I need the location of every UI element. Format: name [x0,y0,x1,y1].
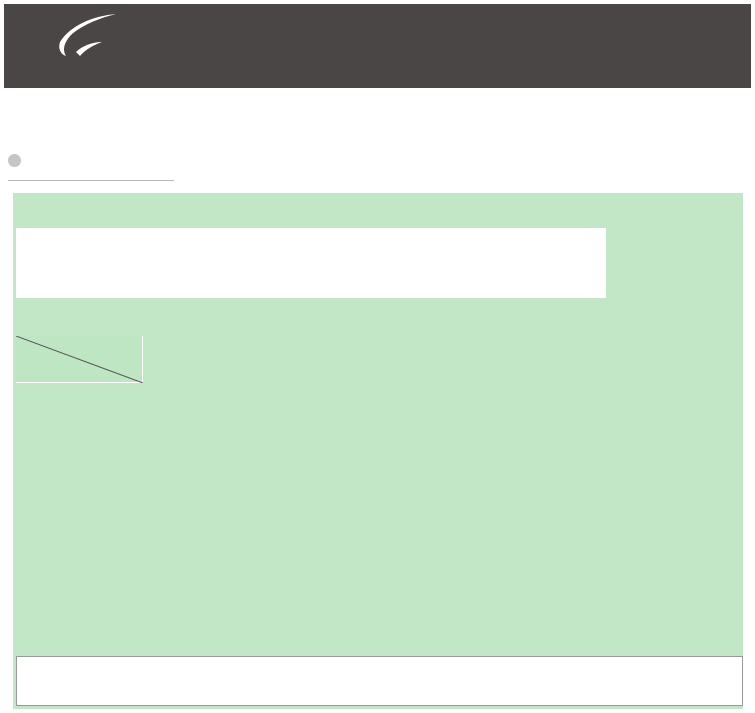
brand-banner [4,4,751,88]
section-header [8,148,174,181]
axis-header-cell [16,336,143,383]
diagonal-divider [16,336,143,383]
size-table [16,228,606,298]
bullet-dot-icon [8,154,21,167]
eagle-logo-icon [52,12,122,60]
size-chart [13,193,743,709]
size-note [16,656,743,706]
